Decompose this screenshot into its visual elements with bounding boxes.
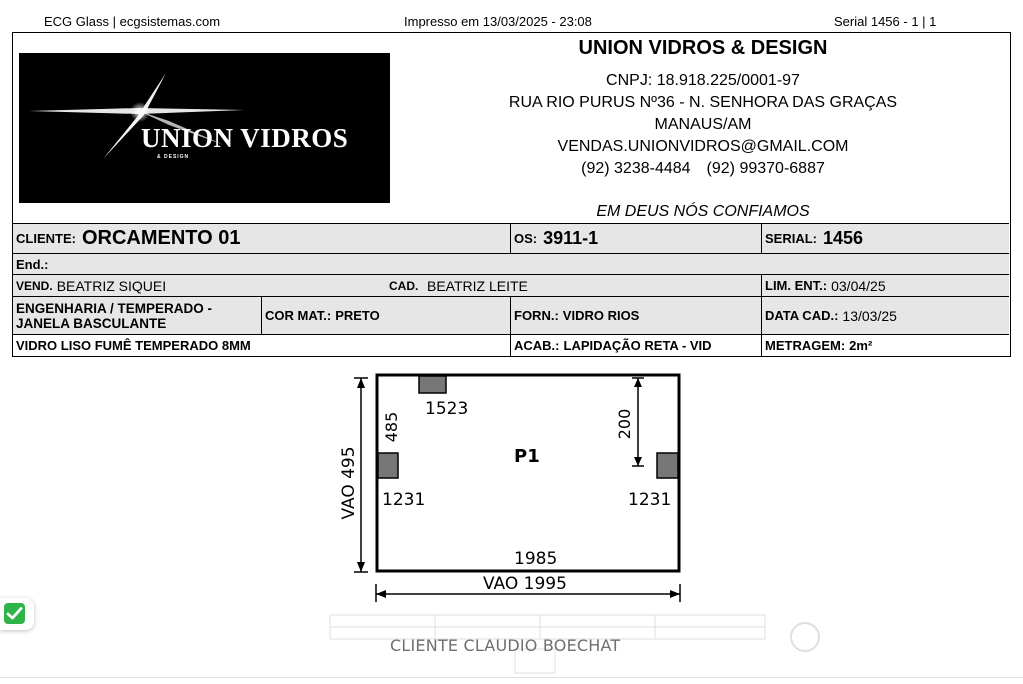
address-cell xyxy=(13,254,1009,274)
company-address: RUA RIO PURUS Nº36 - N. SENHORA DAS GRAÇAS xyxy=(508,94,898,111)
cad-label: CAD. xyxy=(389,278,419,293)
glass-cell xyxy=(13,335,510,356)
bottom-divider xyxy=(0,677,1023,678)
register-date-value: 13/03/25 xyxy=(842,307,897,324)
vao-horizontal-label: VAO 1995 xyxy=(483,574,567,594)
top-hole xyxy=(419,376,446,393)
left-hole-label: 1231 xyxy=(382,490,426,510)
top-hole-label: 1523 xyxy=(425,399,469,419)
logo-subtitle: & DESIGN xyxy=(157,154,190,160)
product-type-cell xyxy=(13,297,261,334)
logo-wordmark: UNION VIDROS xyxy=(141,123,349,153)
piece-name: P1 xyxy=(514,446,540,467)
register-date-label: DATA CAD.: xyxy=(765,308,839,323)
serial-cell xyxy=(761,224,1009,253)
order-sheet xyxy=(12,32,1011,357)
cad-value: BEATRIZ LEITE xyxy=(427,277,528,294)
serial-page: Serial 1456 - 1 | 1 xyxy=(834,14,937,29)
row-client xyxy=(13,223,1009,253)
area-cell xyxy=(761,335,1009,356)
left-hole xyxy=(378,453,398,478)
approval-toggle[interactable] xyxy=(0,598,34,630)
supplier-cell xyxy=(510,297,761,334)
company-motto: EM DEUS NÓS CONFIAMOS xyxy=(596,203,810,220)
company-email: VENDAS.UNIONVIDROS@GMAIL.COM xyxy=(557,138,849,155)
os-value: 3911-1 xyxy=(543,228,599,248)
company-name: UNION VIDROS & DESIGN xyxy=(578,37,828,59)
serial-label: SERIAL: xyxy=(765,231,817,246)
seller-label: VEND. xyxy=(16,278,53,293)
serial-value: 1456 xyxy=(823,228,864,248)
row-seller xyxy=(13,274,1009,296)
delivery-limit-label: LIM. ENT.: xyxy=(765,278,828,293)
right-hole-label: 1231 xyxy=(628,490,672,510)
color-label: COR MAT.: xyxy=(265,308,332,323)
company-cnpj: CNPJ: 18.918.225/0001-97 xyxy=(606,72,800,89)
print-date: Impresso em 13/03/2025 - 23:08 xyxy=(404,14,592,29)
glass-piece-drawing xyxy=(330,370,700,610)
seller-value: BEATRIZ SIQUEI xyxy=(56,277,167,294)
os-label: OS: xyxy=(514,231,538,246)
area-value: 2m² xyxy=(849,338,873,353)
check-icon xyxy=(6,606,23,621)
delivery-limit-value: 03/04/25 xyxy=(831,277,886,294)
supplier-value: VIDRO RIOS xyxy=(562,308,640,323)
phone-1: (92) 3238-4484 xyxy=(581,160,691,177)
glass-description: VIDRO LISO FUMÊ TEMPERADO 8MM xyxy=(16,338,251,353)
left-dimension: 485 xyxy=(382,411,401,443)
right-hole xyxy=(657,453,678,478)
color-value: PRETO xyxy=(335,308,380,323)
row-address xyxy=(13,253,1009,274)
color-cell xyxy=(261,297,510,334)
finish-cell xyxy=(510,335,761,356)
register-date-cell xyxy=(761,297,1009,334)
client-label: CLIENTE: xyxy=(16,231,76,246)
company-phones xyxy=(473,158,933,180)
company-logo xyxy=(19,53,390,203)
software-name: ECG Glass | ecgsistemas.com xyxy=(44,14,221,29)
client-value: ORCAMENTO 01 xyxy=(81,227,241,249)
finish-label: ACAB.: xyxy=(514,338,560,353)
client-cell xyxy=(13,224,510,253)
company-info xyxy=(473,37,933,180)
finish-value: LAPIDAÇÃO RETA - VID xyxy=(563,338,712,353)
address-label: End.: xyxy=(16,256,49,272)
os-cell xyxy=(510,224,761,253)
row-glass xyxy=(13,334,1009,356)
product-type: ENGENHARIA / TEMPERADO - JANELA BASCULANTE xyxy=(16,300,213,331)
phone-2: (92) 99370-6887 xyxy=(706,160,825,177)
sheet-header xyxy=(13,33,1009,224)
right-dimension: 200 xyxy=(615,408,634,440)
bottom-dimension: 1985 xyxy=(514,549,558,569)
delivery-limit-cell xyxy=(761,275,1009,296)
piece-outline xyxy=(377,375,679,571)
company-city: MANAUS/AM xyxy=(654,116,752,133)
print-header xyxy=(0,14,1023,30)
row-product xyxy=(13,296,1009,334)
supplier-label: FORN.: xyxy=(514,308,559,323)
document-caption: CLIENTE CLAUDIO BOECHAT xyxy=(390,636,621,655)
vao-vertical-label: VAO 495 xyxy=(339,446,359,520)
area-label: METRAGEM: xyxy=(765,338,846,353)
seller-cell xyxy=(13,275,761,296)
